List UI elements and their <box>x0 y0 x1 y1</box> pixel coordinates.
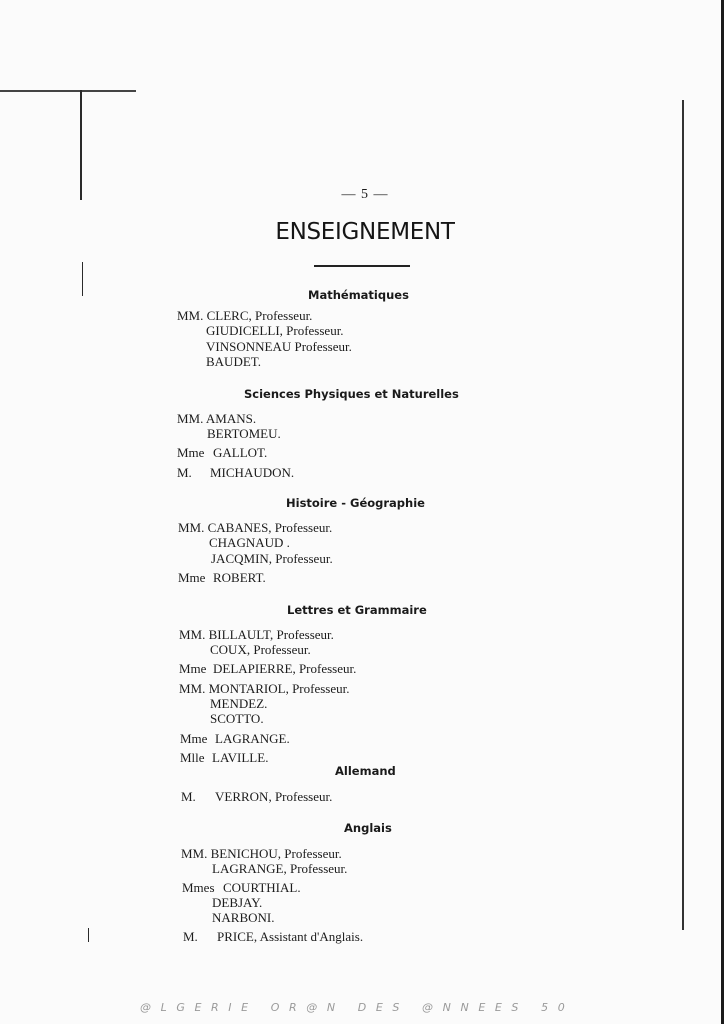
section-heading-allemand: Allemand <box>335 764 396 778</box>
staff-line <box>177 308 312 323</box>
staff-entry: VINSONNEAU Professeur. <box>206 339 352 354</box>
staff-entry: LAGRANGE, Professeur. <box>212 861 348 876</box>
staff-line <box>212 895 262 910</box>
title-prefix: MM. <box>178 520 205 535</box>
staff-entry: BILLAULT, Professeur. <box>208 627 334 642</box>
staff-line <box>177 445 267 460</box>
staff-entry: BENICHOU, Professeur. <box>210 846 342 861</box>
section-heading-lettres: Lettres et Grammaire <box>287 603 427 617</box>
staff-line <box>181 846 342 861</box>
staff-entry: AMANS. <box>205 411 257 426</box>
staff-entry: MICHAUDON. <box>210 465 295 480</box>
staff-entry: DEBJAY. <box>212 895 263 910</box>
staff-line <box>212 910 274 925</box>
staff-line <box>181 789 332 804</box>
scan-edge-left-lower <box>82 262 83 296</box>
title-prefix: MM. <box>177 411 204 426</box>
staff-line <box>179 681 350 696</box>
staff-entry: COURTHIAL. <box>223 880 301 895</box>
staff-entry: GALLOT. <box>213 445 268 460</box>
staff-entry: GIUDICELLI, Professeur. <box>206 323 344 338</box>
title-prefix: Mme <box>180 731 208 746</box>
staff-line <box>179 661 356 676</box>
staff-line <box>210 642 311 657</box>
section-heading-sciences: Sciences Physiques et Naturelles <box>244 387 459 401</box>
staff-entry: VERRON, Professeur. <box>215 789 333 804</box>
scan-edge-right <box>682 100 684 930</box>
title-prefix: Mlle <box>180 750 205 765</box>
staff-line <box>207 426 281 441</box>
staff-entry: BAUDET. <box>206 354 262 369</box>
staff-line <box>211 551 333 566</box>
section-heading-anglais: Anglais <box>344 821 392 835</box>
staff-entry: DELAPIERRE, Professeur. <box>213 661 357 676</box>
title-prefix: MM. <box>179 627 206 642</box>
staff-line <box>177 411 256 426</box>
staff-line <box>206 323 344 338</box>
title-prefix: Mme <box>177 445 205 460</box>
title-prefix: MM. <box>181 846 208 861</box>
title-prefix: M. <box>177 465 192 480</box>
staff-line <box>180 731 290 746</box>
staff-line <box>212 861 347 876</box>
staff-line <box>183 929 363 944</box>
title-prefix: MM. <box>177 308 204 323</box>
staff-line <box>209 535 290 550</box>
title-prefix: MM. <box>179 681 206 696</box>
section-heading-mathematiques: Mathématiques <box>308 288 409 302</box>
staff-entry: MONTARIOL, Professeur. <box>208 681 350 696</box>
staff-entry: NARBONI. <box>212 910 275 925</box>
staff-entry: COUX, Professeur. <box>210 642 311 657</box>
title-prefix: M. <box>181 789 196 804</box>
staff-line <box>210 711 264 726</box>
staff-entry: MENDEZ. <box>210 696 268 711</box>
staff-line <box>179 627 334 642</box>
staff-entry: BERTOMEU. <box>207 426 281 441</box>
staff-line <box>206 339 352 354</box>
staff-entry: PRICE, Assistant d'Anglais. <box>217 929 364 944</box>
scan-edge-left <box>80 90 82 200</box>
title-prefix: Mmes <box>182 880 215 895</box>
page-number: — 5 — <box>341 187 389 202</box>
staff-entry: JACQMIN, Professeur. <box>211 551 333 566</box>
page-title: ENSEIGNEMENT <box>275 219 455 245</box>
title-prefix: M. <box>183 929 198 944</box>
scan-mark <box>88 928 89 942</box>
staff-entry: CHAGNAUD . <box>209 535 290 550</box>
staff-line <box>178 570 266 585</box>
staff-line <box>177 465 294 480</box>
staff-entry: CLERC, Professeur. <box>206 308 313 323</box>
staff-entry: CABANES, Professeur. <box>207 520 333 535</box>
title-prefix: Mme <box>179 661 207 676</box>
title-underline <box>314 265 410 267</box>
staff-entry: SCOTTO. <box>210 711 264 726</box>
staff-entry: LAVILLE. <box>212 750 269 765</box>
staff-line <box>206 354 261 369</box>
staff-line <box>180 750 268 765</box>
staff-line <box>178 520 332 535</box>
staff-entry: LAGRANGE. <box>215 731 290 746</box>
footer-watermark: @LGERIE OR@N DES @NNEES 50 <box>140 1001 575 1014</box>
staff-entry: ROBERT. <box>213 570 266 585</box>
title-prefix: Mme <box>178 570 206 585</box>
staff-line <box>182 880 301 895</box>
scan-edge-top <box>0 90 136 92</box>
section-heading-histoire: Histoire - Géographie <box>286 496 425 510</box>
staff-line <box>210 696 267 711</box>
